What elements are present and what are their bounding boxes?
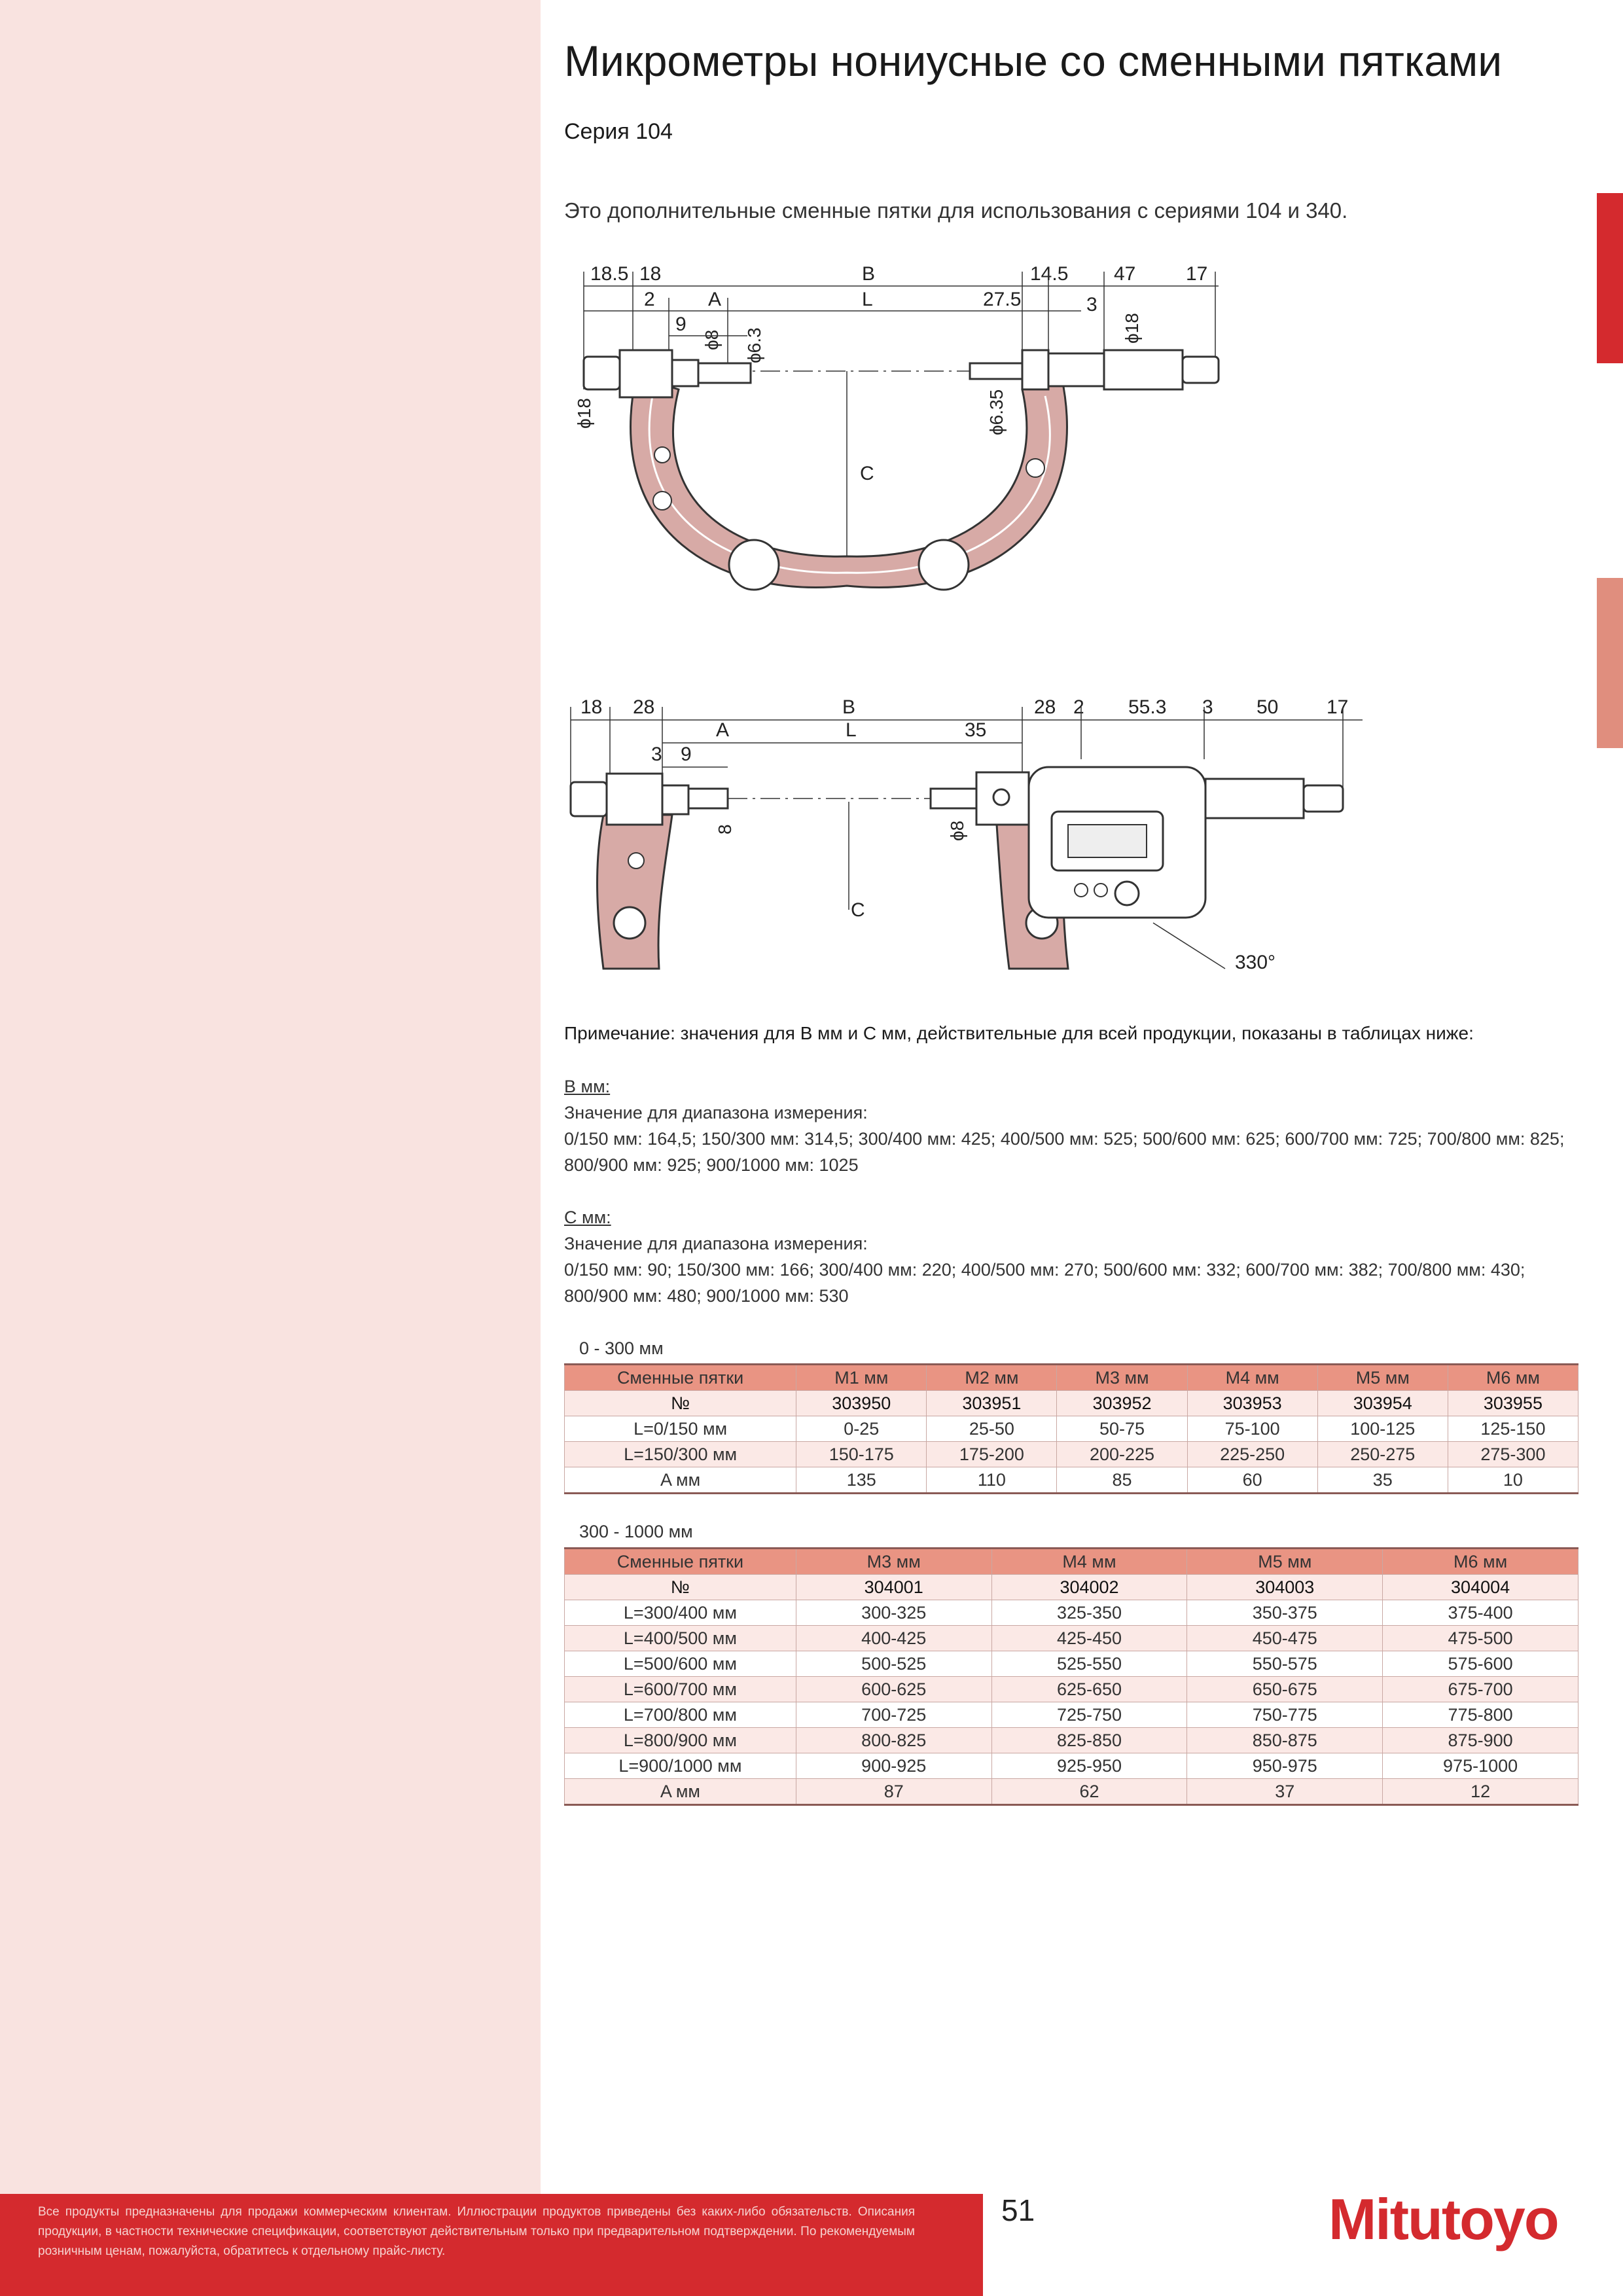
note-text: Примечание: значения для В мм и С мм, действительные для всей продукции, показаны в таблицах ниже: (564, 1023, 1474, 1043)
table-cell: L=300/400 мм (565, 1600, 796, 1626)
table-cell: 850-875 (1187, 1728, 1383, 1753)
table-cell: 75-100 (1187, 1416, 1317, 1442)
table-row (565, 1651, 1578, 1677)
table-cell: 325-350 (991, 1600, 1187, 1626)
table-row (565, 1702, 1578, 1728)
table-cell: 85 (1057, 1467, 1187, 1494)
dim-label: 35 (965, 719, 987, 741)
footer-disclaimer: Все продукты предназначены для продажи коммерческим клиентам. Иллюстрации продуктов приведены без каких-либо обязательств. Описания продукции, в частности технические спецификации, соответствуют действительным только при предварительном подтверждении. По рекомендуемым розничным ценам, пожалуйста, обратитесь к отдельному прайс-листу. (38, 2205, 915, 2258)
table-cell: L=0/150 мм (565, 1416, 796, 1442)
section-tab-salmon (1597, 578, 1623, 748)
micrometer-drawing-top (564, 259, 1363, 677)
table-cell: 303953 (1187, 1391, 1317, 1416)
micrometer-drawing-digital (564, 694, 1363, 995)
table-cell: A мм (565, 1779, 796, 1805)
table-cell: 725-750 (991, 1702, 1187, 1728)
table-cell: 25-50 (927, 1416, 1057, 1442)
dim-label: 14.5 (1030, 263, 1069, 285)
table-header-cell: M6 мм (1383, 1549, 1578, 1575)
table-cell: 304002 (991, 1575, 1187, 1600)
sleeve (1048, 353, 1104, 386)
dim-label: 18.5 (590, 263, 629, 285)
micrometer-frame-left (597, 815, 672, 969)
intro-text: Это дополнительные сменные пятки для использования с сериями 104 и 340. (564, 198, 1348, 223)
table-cell: 304004 (1383, 1575, 1578, 1600)
c-values: 0/150 мм: 90; 150/300 мм: 166; 300/400 мм: 220; 400/500 мм: 270; 500/600 мм: 332; 600/700 мм: 382; 700/800 мм: 430; 800/900 мм: 480; 900/1000 мм: 530 (564, 1260, 1525, 1306)
ratchet (1304, 785, 1343, 812)
dim-label: 17 (1327, 696, 1349, 718)
table-cell: 303954 (1317, 1391, 1448, 1416)
table-cell: 975-1000 (1383, 1753, 1578, 1779)
table-cell: L=800/900 мм (565, 1728, 796, 1753)
table-cell: 100-125 (1317, 1416, 1448, 1442)
table-header-cell: M6 мм (1448, 1365, 1578, 1391)
dim-label: 27.5 (983, 289, 1022, 310)
dim-label: ϕ18 (574, 398, 594, 429)
table-cell: 175-200 (927, 1442, 1057, 1467)
table-cell: 300-325 (796, 1600, 991, 1626)
thimble (1205, 779, 1304, 818)
table-cell: 225-250 (1187, 1442, 1317, 1467)
dim-label: ϕ6.35 (986, 389, 1007, 435)
table-cell: 675-700 (1383, 1677, 1578, 1702)
page-number: 51 (1001, 2193, 1035, 2227)
page-title: Микрометры нониусные со сменными пятками (564, 37, 1503, 85)
dim-label: ϕ6.3 (744, 327, 764, 363)
table-cell: 303950 (796, 1391, 927, 1416)
table-cell: L=700/800 мм (565, 1702, 796, 1728)
dim-label: B (842, 696, 856, 718)
table-cell: 950-975 (1187, 1753, 1383, 1779)
table-cell: 110 (927, 1467, 1057, 1494)
table-row (565, 1416, 1578, 1442)
table-cell: 303952 (1057, 1391, 1187, 1416)
dim-label: 17 (1186, 263, 1208, 285)
dim-label: 3 (1202, 696, 1213, 718)
dim-label: C (860, 463, 874, 484)
table-cell: L=400/500 мм (565, 1626, 796, 1651)
dim-label: 18 (639, 263, 662, 285)
table-header-cell: Сменные пятки (565, 1549, 796, 1575)
table-cell: 550-575 (1187, 1651, 1383, 1677)
b-values: 0/150 мм: 164,5; 150/300 мм: 314,5; 300/400 мм: 425; 400/500 мм: 525; 500/600 мм: 625; 600/700 мм: 725; 700/800 мм: 825; 800/900 мм: 925; 900/1000 мм: 1025 (564, 1129, 1565, 1175)
table-header-cell: Сменные пятки (565, 1365, 796, 1391)
table-cell: 750-775 (1187, 1702, 1383, 1728)
b-heading: B мм: (564, 1077, 611, 1096)
table-cell: 925-950 (991, 1753, 1187, 1779)
table-row (565, 1677, 1578, 1702)
dim-label: 47 (1114, 263, 1136, 285)
interchangeable-anvil (698, 363, 751, 383)
dim-label: 18 (580, 696, 603, 718)
table-cell: 200-225 (1057, 1442, 1187, 1467)
table-cell: 575-600 (1383, 1651, 1578, 1677)
c-values-block (564, 1204, 1585, 1309)
dim-label: 330° (1235, 952, 1276, 973)
table-header-cell: M4 мм (991, 1549, 1187, 1575)
dim-label: 50 (1257, 696, 1279, 718)
table-cell: № (565, 1391, 796, 1416)
table-cell: 875-900 (1383, 1728, 1578, 1753)
table-cell: 500-525 (796, 1651, 991, 1677)
table-cell: 275-300 (1448, 1442, 1578, 1467)
left-panel-background (0, 0, 541, 2194)
table-cell: L=600/700 мм (565, 1677, 796, 1702)
anvil-table-300-1000 (564, 1547, 1578, 1806)
table-header-cell: M3 мм (1057, 1365, 1187, 1391)
table-header-cell: M5 мм (1317, 1365, 1448, 1391)
table-cell: 625-650 (991, 1677, 1187, 1702)
dim-label: 8 (715, 824, 735, 834)
table-cell: L=500/600 мм (565, 1651, 796, 1677)
table1-caption: 0 - 300 мм (579, 1338, 664, 1358)
anvil-holder (620, 350, 672, 397)
table-cell: 0-25 (796, 1416, 927, 1442)
table-cell: A мм (565, 1467, 796, 1494)
table-cell: 525-550 (991, 1651, 1187, 1677)
table-header-cell: M4 мм (1187, 1365, 1317, 1391)
spindle (931, 789, 976, 808)
series-label: Серия 104 (564, 119, 673, 144)
dim-label: 28 (633, 696, 655, 718)
mitutoyo-logo: Mitutoyo (1329, 2187, 1558, 2251)
table-cell: 60 (1187, 1467, 1317, 1494)
table-cell: 303955 (1448, 1391, 1578, 1416)
table-cell: 475-500 (1383, 1626, 1578, 1651)
dim-label: ϕ8 (702, 329, 722, 350)
table-cell: 450-475 (1187, 1626, 1383, 1651)
table-cell: 125-150 (1448, 1416, 1578, 1442)
dim-label: 55.3 (1128, 696, 1167, 718)
frame-hole (919, 540, 969, 590)
table-cell: 62 (991, 1779, 1187, 1805)
section-tab-red (1597, 193, 1623, 363)
dim-label: 2 (1073, 696, 1084, 718)
table-cell: 425-450 (991, 1626, 1187, 1651)
dim-label: 3 (651, 744, 662, 765)
frame-hole (729, 540, 779, 590)
dim-label: L (862, 289, 873, 310)
table-row (565, 1728, 1578, 1753)
dim-label: 9 (675, 314, 687, 335)
table-cell: 35 (1317, 1467, 1448, 1494)
table-header-cell: M1 мм (796, 1365, 927, 1391)
c-heading: C мм: (564, 1208, 611, 1227)
spindle (970, 363, 1022, 379)
table-header-cell: M3 мм (796, 1549, 991, 1575)
table-cell: 12 (1383, 1779, 1578, 1805)
table-row (565, 1626, 1578, 1651)
table-row (565, 1779, 1578, 1805)
table-cell: L=900/1000 мм (565, 1753, 796, 1779)
b-subheading: Значение для диапазона измерения: (564, 1103, 868, 1122)
table-cell: 150-175 (796, 1442, 927, 1467)
table-cell: 10 (1448, 1467, 1578, 1494)
ratchet (1183, 357, 1219, 383)
table-cell: 400-425 (796, 1626, 991, 1651)
dim-label: C (851, 899, 865, 921)
table-cell: 304001 (796, 1575, 991, 1600)
table-row (565, 1467, 1578, 1494)
dim-label: 2 (644, 289, 655, 310)
dim-label: 28 (1034, 696, 1056, 718)
c-subheading: Значение для диапазона измерения: (564, 1234, 868, 1253)
table-cell: 135 (796, 1467, 927, 1494)
anvil-knob (584, 357, 620, 389)
dim-label: 3 (1086, 294, 1097, 315)
table-cell: № (565, 1575, 796, 1600)
table-header-cell: M5 мм (1187, 1549, 1383, 1575)
dim-label: L (846, 719, 857, 741)
b-values-block (564, 1073, 1585, 1178)
table-row (565, 1753, 1578, 1779)
table-row (565, 1600, 1578, 1626)
table-cell: 375-400 (1383, 1600, 1578, 1626)
dim-label: B (862, 263, 876, 285)
table-cell: 700-725 (796, 1702, 991, 1728)
table-cell: 303951 (927, 1391, 1057, 1416)
table-row (565, 1442, 1578, 1467)
table-cell: 650-675 (1187, 1677, 1383, 1702)
interchangeable-anvil (688, 789, 728, 808)
table-cell: 37 (1187, 1779, 1383, 1805)
thimble (1104, 350, 1183, 389)
table-cell: 900-925 (796, 1753, 991, 1779)
anvil-table-0-300 (564, 1363, 1578, 1494)
dim-label: A (716, 719, 730, 741)
table-cell: L=150/300 мм (565, 1442, 796, 1467)
table-cell: 50-75 (1057, 1416, 1187, 1442)
table-cell: 87 (796, 1779, 991, 1805)
dim-label: ϕ18 (1122, 313, 1142, 344)
table-cell: 825-850 (991, 1728, 1187, 1753)
table-cell: 600-625 (796, 1677, 991, 1702)
table-cell: 350-375 (1187, 1600, 1383, 1626)
table-cell: 800-825 (796, 1728, 991, 1753)
dim-label: A (708, 289, 722, 310)
table2-caption: 300 - 1000 мм (579, 1522, 693, 1541)
dim-label: ϕ8 (947, 820, 967, 841)
dim-label: 9 (681, 744, 692, 765)
table-cell: 304003 (1187, 1575, 1383, 1600)
table-header-cell: M2 мм (927, 1365, 1057, 1391)
table-cell: 250-275 (1317, 1442, 1448, 1467)
table-cell: 775-800 (1383, 1702, 1578, 1728)
